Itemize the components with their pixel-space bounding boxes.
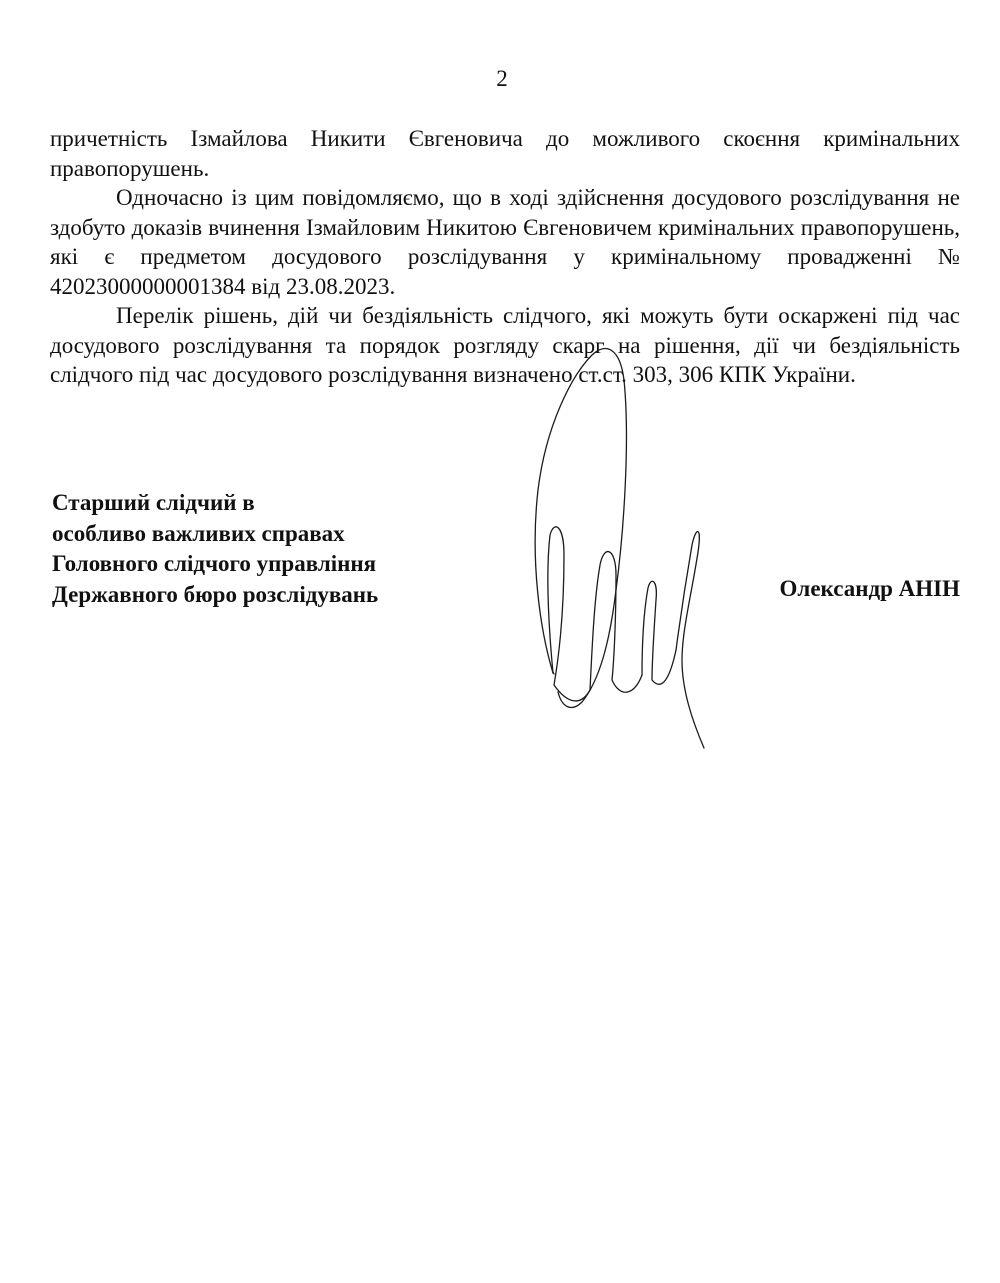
paragraph-appeal-procedure: Перелік рішень, дій чи бездіяльність слідчого, які можуть бути оскаржені під час досудового розслідування та порядок розгляду скарг на рішення, дії чи бездіяльність слідчого під час досудового розслідування визначено ст.ст. 303, 306 КПК України. xyxy=(50,303,960,387)
letter-body xyxy=(50,124,960,390)
paragraph-no-evidence: Одночасно із цим повідомляємо, що в ході здійснення досудового розслідування не здобуто доказів вчинення Ізмайловим Никитою Євгеновичем кримінальних правопорушень, які є предметом досудового розслідування у кримінальному провадженні № 42023000000001384 від 23.08.2023. xyxy=(50,185,960,299)
paragraph-continuation: причетність Ізмайлова Никити Євгеновича до можливого скоєння кримінальних правопорушень. xyxy=(50,126,960,181)
position-line: Старший слідчий в xyxy=(52,490,255,515)
page-number: 2 xyxy=(496,66,508,91)
position-line: Державного бюро розслідувань xyxy=(52,581,379,607)
position-line: Головного слідчого управління xyxy=(52,551,377,576)
position-line: особливо важливих справах xyxy=(52,520,345,546)
handwritten-signature-icon xyxy=(520,330,740,760)
signatory-position xyxy=(52,488,472,610)
signatory-name: Олександр АНІН xyxy=(779,576,960,601)
